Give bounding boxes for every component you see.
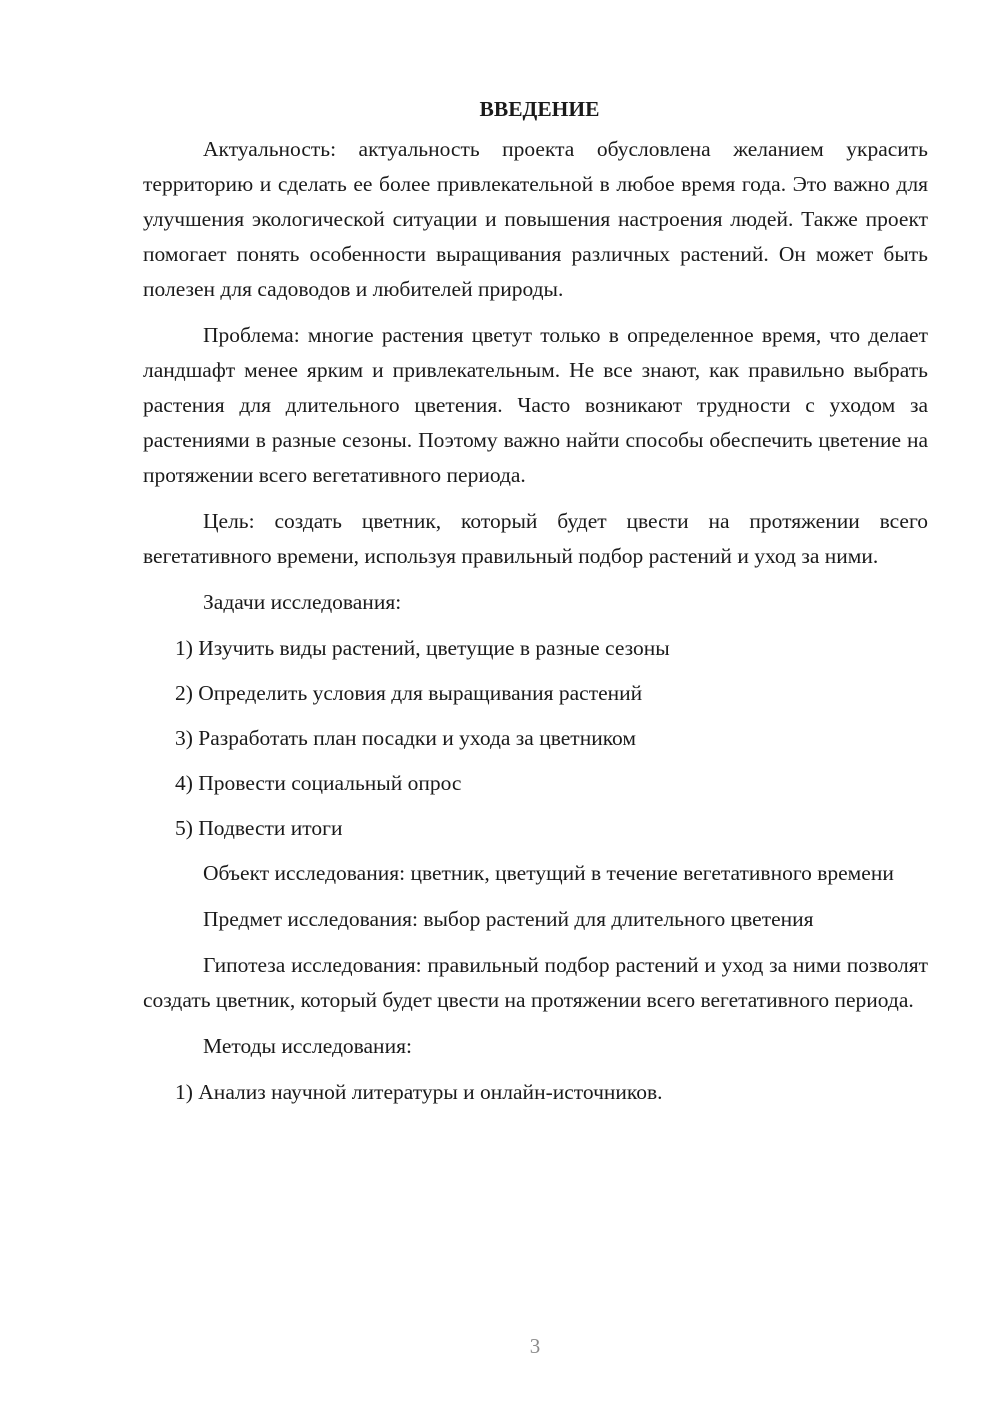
hypothesis-paragraph: Гипотеза исследования: правильный подбор растений и уход за ними позволят создать цветник, который будет цвести на протяжении всего вегетативного периода.: [143, 953, 928, 1012]
tasks-list: [143, 631, 928, 846]
task-item-3: 3) Разработать план посадки и ухода за цветником: [175, 726, 637, 750]
task-item-1: 1) Изучить виды растений, цветущие в разные сезоны: [175, 636, 670, 660]
object-paragraph: Объект исследования: цветник, цветущий в течение вегетативного времени: [203, 861, 894, 885]
relevance-paragraph: Актуальность: актуальность проекта обусловлена желанием украсить территорию и сделать ее более привлекательной в любое время года. Это важно для улучшения экологической ситуации и повышения настроения людей. Также проект помогает понять особенности выращивания различных растений. Он может быть полезен для садоводов и любителей природы.: [143, 137, 928, 301]
task-item-2: 2) Определить условия для выращивания растений: [175, 681, 643, 705]
problem-paragraph: Проблема: многие растения цветут только в определенное время, что делает ландшафт менее ярким и привлекательным. Не все знают, как правильно выбрать растения для длительного цветения. Часто возникают трудности с уходом за растениями в разные сезоны. Поэтому важно найти способы обеспечить цветение на протяжении всего вегетативного периода.: [143, 323, 928, 487]
subject-paragraph: Предмет исследования: выбор растений для длительного цветения: [203, 907, 814, 931]
page-content: [143, 92, 928, 1120]
methods-heading: Методы исследования:: [203, 1034, 412, 1058]
goal-paragraph: Цель: создать цветник, который будет цвести на протяжении всего вегетативного времени, используя правильный подбор растений и уход за ними.: [143, 509, 928, 568]
tasks-heading: Задачи исследования:: [203, 590, 402, 614]
method-item-1: 1) Анализ научной литературы и онлайн-источников.: [175, 1080, 663, 1104]
page-number: 3: [529, 1334, 541, 1358]
task-item-4: 4) Провести социальный опрос: [175, 771, 462, 795]
methods-list: [143, 1075, 928, 1110]
task-item-5: 5) Подвести итоги: [175, 816, 343, 840]
section-title: ВВЕДЕНИЕ: [479, 97, 600, 121]
